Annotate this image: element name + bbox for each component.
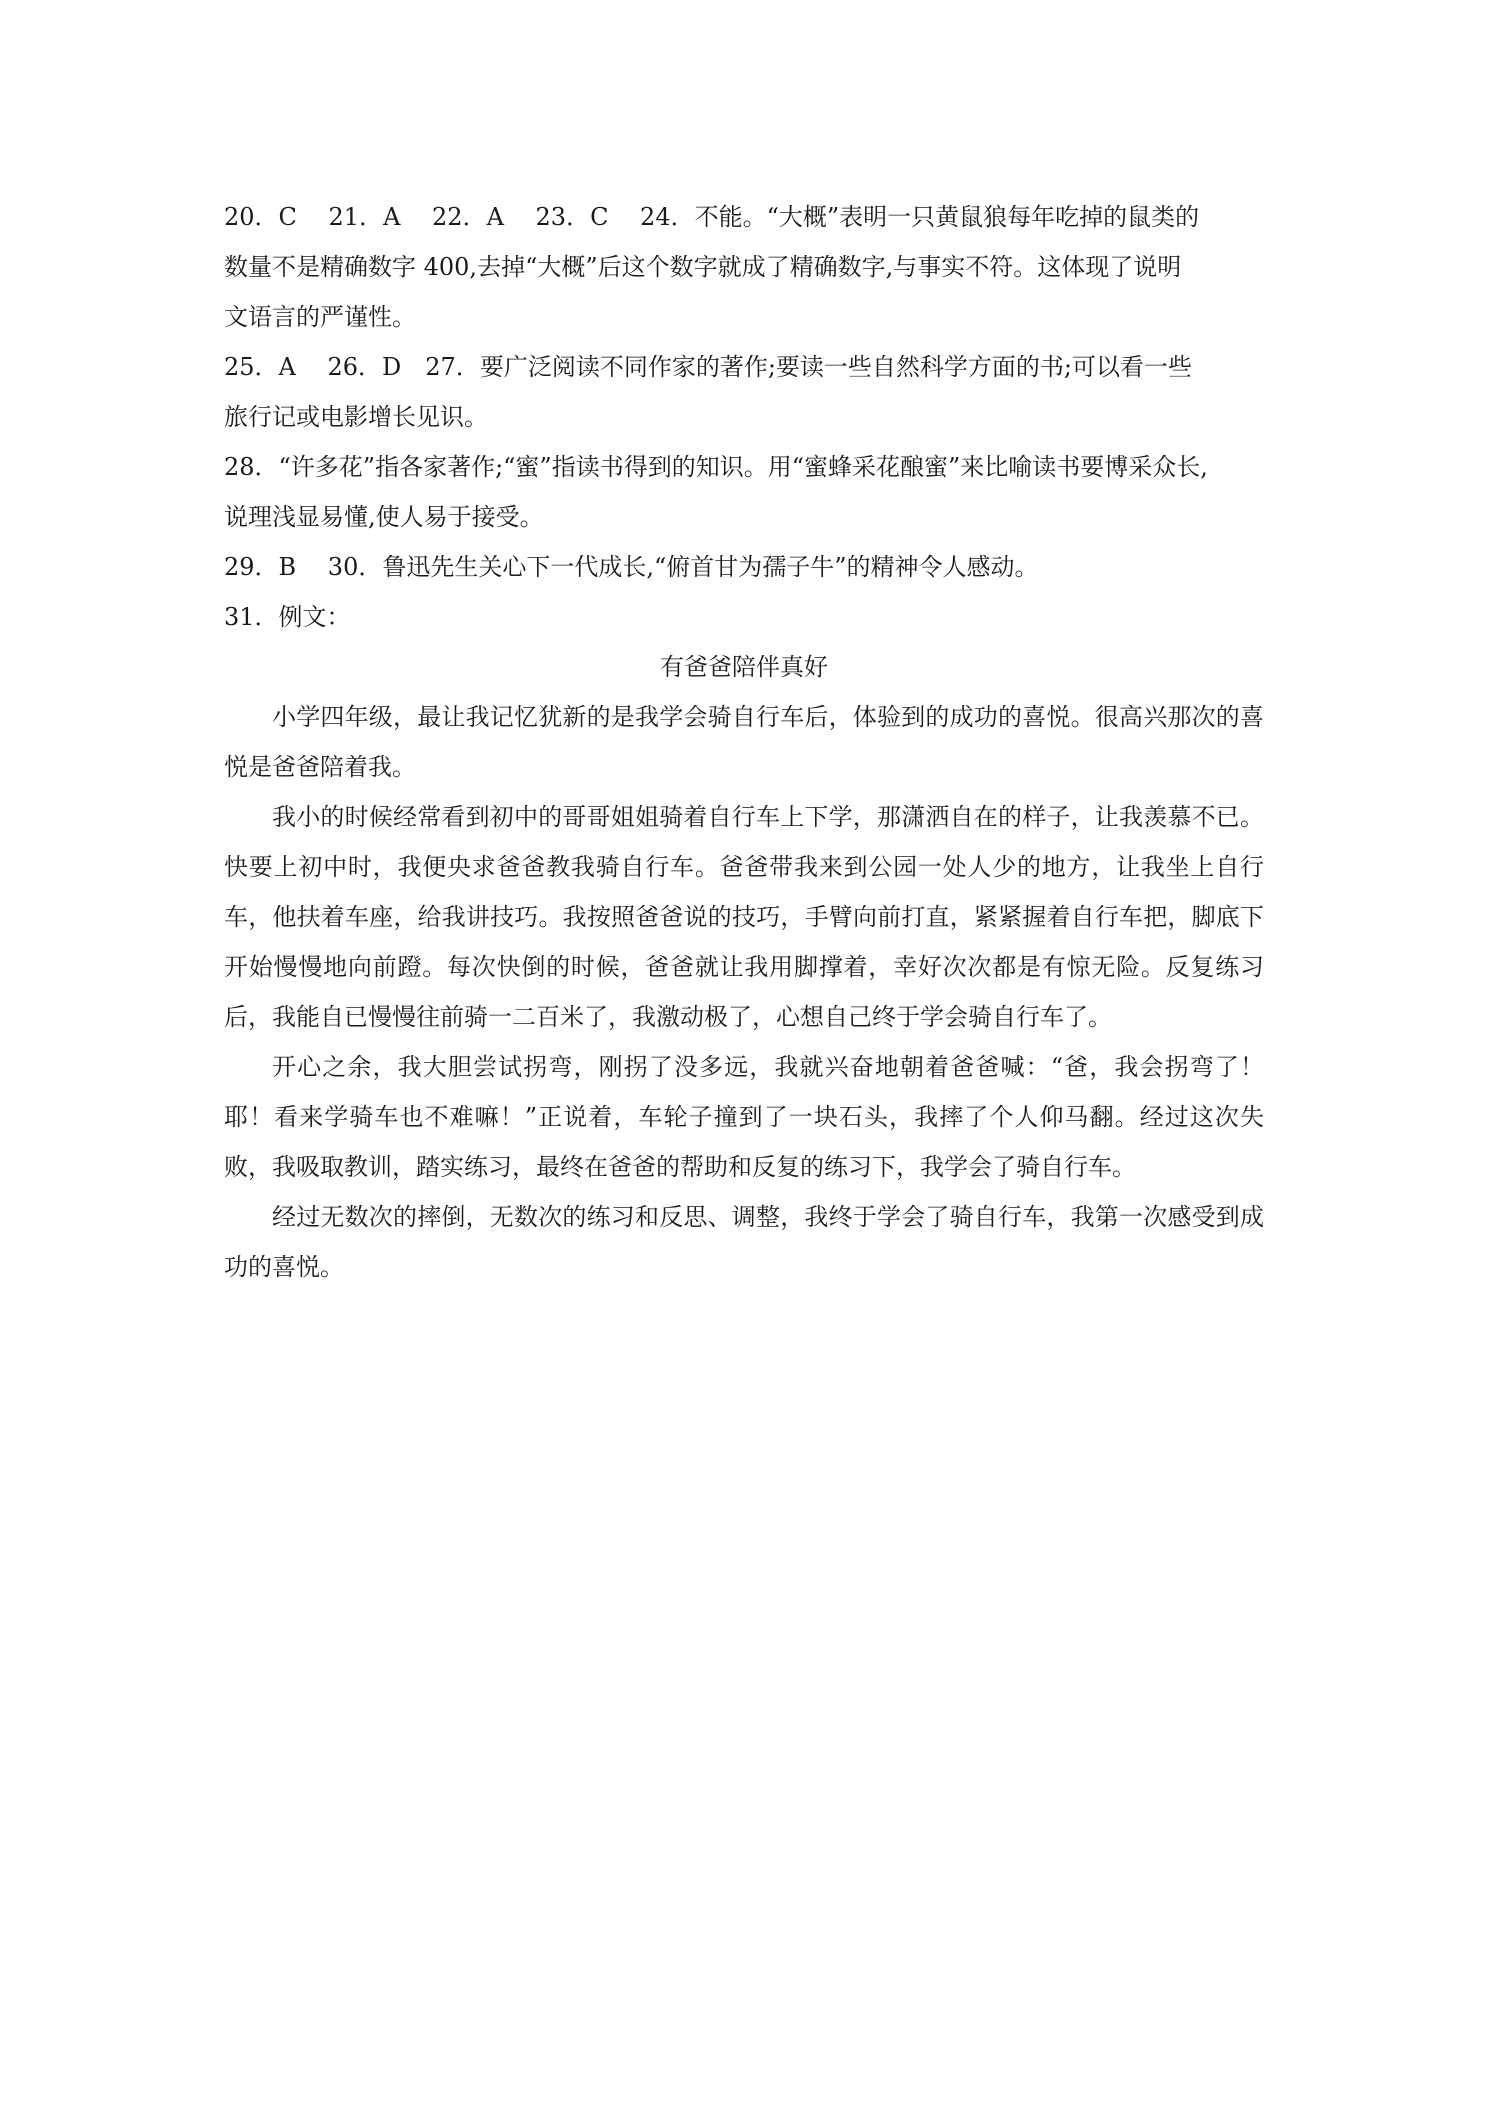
answer-line: 20．C 21．A 22．A 23．C 24．不能。“大概”表明一只黄鼠狼每年吃掉的鼠类的 xyxy=(224,203,1200,231)
answer-line: 文语言的严谨性。 xyxy=(224,303,416,331)
answer-line: 28．“许多花”指各家著作;“蜜”指读书得到的知识。用“蜜蜂采花酿蜜”来比喻读书要博采众长, xyxy=(224,453,1208,481)
essay-paragraph: 我小的时候经常看到初中的哥哥姐姐骑着自行车上下学，那潇洒自在的样子，让我羡慕不已。快要上初中时，我便央求爸爸教我骑自行车。爸爸带我来到公园一处人少的地方，让我坐上自行车，他扶着车座，给我讲技巧。我按照爸爸说的技巧，手臂向前打直，紧紧握着自行车把，脚底下开始慢慢地向前蹬。每次快倒的时候，爸爸就让我用脚撑着，幸好次次都是有惊无险。反复练习后，我能自已慢慢往前骑一二百米了，我激动极了，心想自己终于学会骑自行车了。 xyxy=(224,803,1264,1031)
answer-line: 25．A 26．D 27．要广泛阅读不同作家的著作;要读一些自然科学方面的书;可以看一些 xyxy=(224,353,1192,381)
essay-paragraph: 经过无数次的摔倒，无数次的练习和反思、调整，我终于学会了骑自行车，我第一次感受到成功的喜悦。 xyxy=(224,1203,1264,1281)
essay-title: 有爸爸陪伴真好 xyxy=(660,653,828,681)
answer-line: 旅行记或电影增长见识。 xyxy=(224,403,488,431)
answer-line: 29．B 30．鲁迅先生关心下一代成长,“俯首甘为孺子牛”的精神令人感动。 xyxy=(224,553,1039,581)
answer-line: 31．例文： xyxy=(224,603,351,631)
essay-paragraph: 小学四年级，最让我记忆犹新的是我学会骑自行车后，体验到的成功的喜悦。很高兴那次的喜悦是爸爸陪着我。 xyxy=(224,703,1264,781)
essay-paragraph: 开心之余，我大胆尝试拐弯，刚拐了没多远，我就兴奋地朝着爸爸喊：“爸，我会拐弯了！耶！看来学骑车也不难嘛！”正说着，车轮子撞到了一块石头，我摔了个人仰马翻。经过这次失败，我吸取教训，踏实练习，最终在爸爸的帮助和反复的练习下，我学会了骑自行车。 xyxy=(224,1053,1264,1181)
answer-line: 说理浅显易懂,使人易于接受。 xyxy=(224,503,544,531)
answer-line: 数量不是精确数字 400,去掉“大概”后这个数字就成了精确数字,与事实不符。这体现了说明 xyxy=(224,253,1182,281)
answer-key-content xyxy=(224,192,1264,1292)
